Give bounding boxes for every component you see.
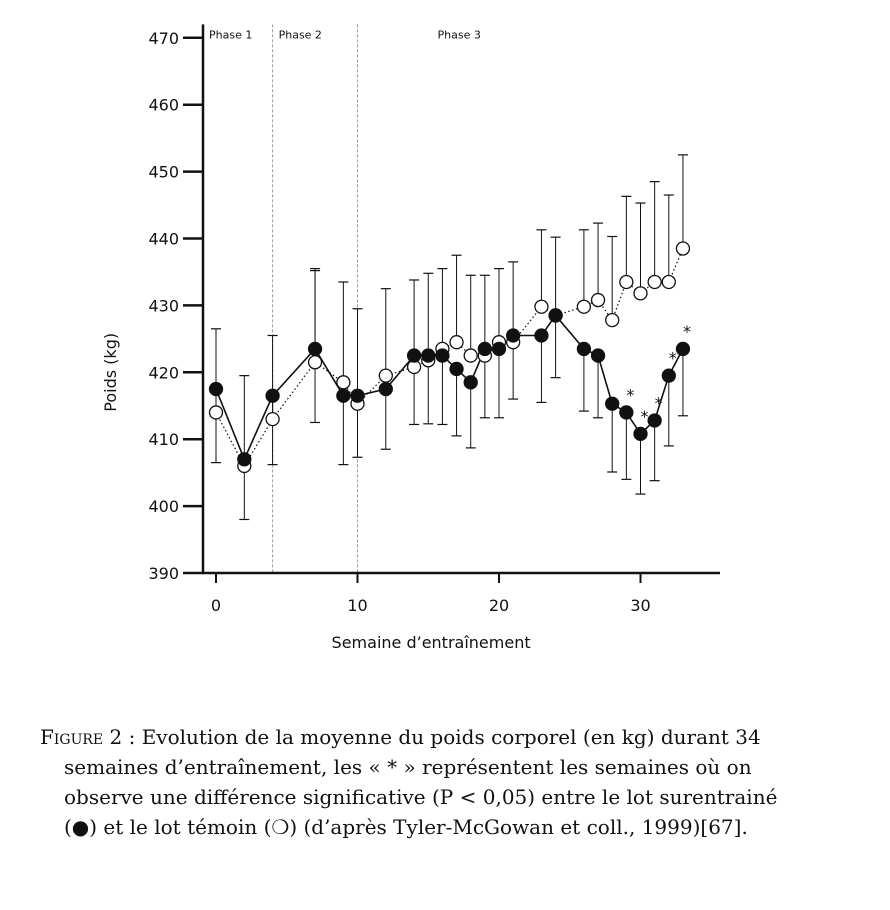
data-point-surentraine <box>408 349 421 362</box>
caption-line-3: observe une différence significative (P < 0,05) entre le lot surentrainé <box>64 785 778 809</box>
caption-text-1: : Evolution de la moyenne du poids corporel (en kg) durant 34 <box>122 725 761 749</box>
significance-asterisk: * <box>668 348 677 368</box>
phase-label: Phase 1 <box>209 28 253 42</box>
x-axis-title: Semaine d’entraînement <box>331 633 531 652</box>
y-axis-title: Poids (kg) <box>101 332 120 412</box>
data-point-surentraine <box>210 383 223 396</box>
data-point-temoin <box>210 406 223 419</box>
significance-marks <box>626 322 691 426</box>
data-point-surentraine <box>507 329 520 342</box>
x-tick-label: 30 <box>630 596 651 615</box>
series-line-surentraine <box>216 315 683 459</box>
significance-asterisk: * <box>626 385 635 405</box>
y-tick-label: 450 <box>148 162 179 182</box>
data-point-temoin <box>464 349 477 362</box>
y-tick-label: 460 <box>148 95 179 115</box>
data-point-surentraine <box>309 342 322 355</box>
data-point-surentraine <box>634 427 647 440</box>
data-point-temoin <box>535 300 548 313</box>
data-point-surentraine <box>606 397 619 410</box>
data-point-surentraine <box>238 453 251 466</box>
series-lines <box>216 249 683 466</box>
y-tick-label: 470 <box>148 28 179 48</box>
data-point-surentraine <box>493 342 506 355</box>
phase-labels <box>209 28 481 41</box>
data-point-surentraine <box>337 389 350 402</box>
data-point-temoin <box>662 275 675 288</box>
data-point-surentraine <box>592 349 605 362</box>
series-markers <box>210 242 690 472</box>
significance-asterisk: * <box>682 321 691 341</box>
caption-line-2: semaines d’entraînement, les « * » représentent les semaines où on <box>64 755 752 779</box>
data-point-temoin <box>309 356 322 369</box>
data-point-surentraine <box>662 369 675 382</box>
data-point-surentraine <box>648 414 661 427</box>
x-tick-label: 10 <box>347 596 368 615</box>
caption-line-1 <box>40 722 870 752</box>
data-point-temoin <box>606 314 619 327</box>
data-point-temoin <box>379 369 392 382</box>
significance-asterisk: * <box>654 393 663 413</box>
y-tick-label: 430 <box>148 296 179 316</box>
data-point-surentraine <box>535 329 548 342</box>
x-tick-label: 20 <box>488 596 510 615</box>
x-ticks <box>211 573 651 615</box>
y-tick-label: 390 <box>148 564 179 583</box>
data-point-temoin <box>450 336 463 349</box>
figure-label: Figure 2 <box>40 725 123 749</box>
data-point-surentraine <box>436 349 449 362</box>
phase-label: Phase 3 <box>437 28 481 42</box>
y-tick-label: 420 <box>148 363 179 383</box>
data-point-temoin <box>337 376 350 389</box>
data-point-surentraine <box>266 389 279 402</box>
data-point-temoin <box>620 275 633 288</box>
data-point-temoin <box>577 300 590 313</box>
y-tick-label: 440 <box>148 229 179 249</box>
figure-caption <box>40 722 870 842</box>
caption-line-4: (●) et le lot témoin (❍) (d’après Tyler-McGowan et coll., 1999)[67]. <box>64 815 748 839</box>
data-point-surentraine <box>450 362 463 375</box>
data-point-surentraine <box>351 389 364 402</box>
data-point-temoin <box>648 275 661 288</box>
data-point-surentraine <box>478 342 491 355</box>
data-point-temoin <box>266 413 279 426</box>
data-point-surentraine <box>422 349 435 362</box>
error-bars <box>211 155 688 520</box>
data-point-temoin <box>634 287 647 300</box>
data-point-temoin <box>592 294 605 307</box>
phase-label: Phase 2 <box>278 28 322 42</box>
y-tick-label: 410 <box>148 430 179 450</box>
y-ticks <box>148 29 203 583</box>
data-point-surentraine <box>549 309 562 322</box>
significance-asterisk: * <box>640 406 649 426</box>
x-tick-label: 0 <box>210 596 222 615</box>
series-line-temoin <box>216 249 683 466</box>
data-point-surentraine <box>464 376 477 389</box>
data-point-surentraine <box>620 406 633 419</box>
data-point-temoin <box>676 242 689 255</box>
y-tick-label: 400 <box>148 497 179 517</box>
data-point-surentraine <box>379 383 392 396</box>
data-point-surentraine <box>577 342 590 355</box>
data-point-surentraine <box>676 342 689 355</box>
